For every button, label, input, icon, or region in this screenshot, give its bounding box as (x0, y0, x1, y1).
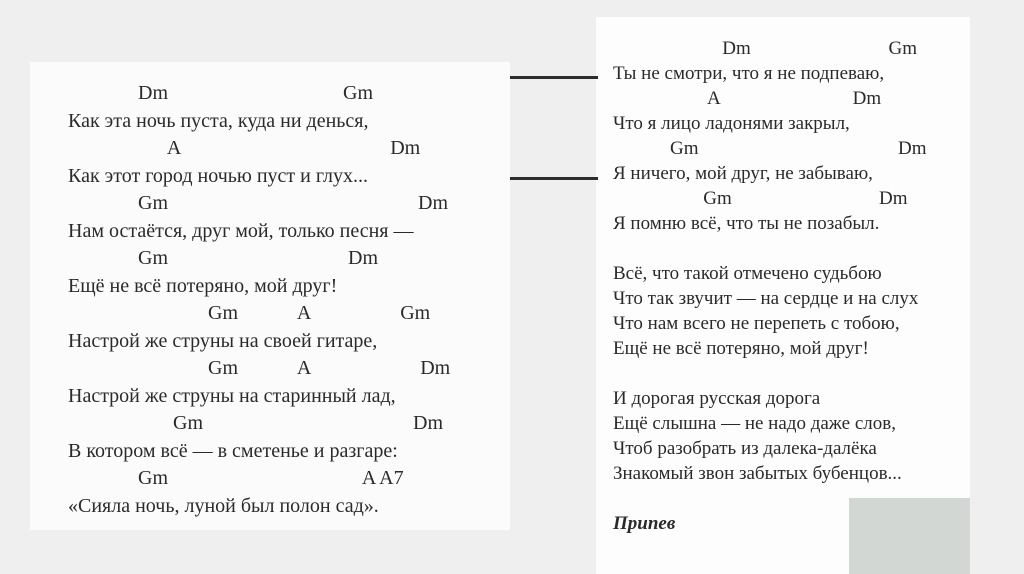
gray-placeholder-box (849, 498, 970, 574)
right-verse-text (613, 36, 962, 536)
connector-line-bottom (510, 177, 598, 180)
lyric-line: Ещё не всё потеряно, мой друг! (68, 274, 338, 297)
lyric-line: Что нам всего не перепеть с тобою, (613, 313, 900, 334)
chord-line: Gm A Dm (68, 357, 451, 379)
lyric-line: Ты не смотри, что я не подпеваю, (613, 63, 885, 84)
lyric-line: Настрой же струны на старинный лад, (68, 384, 396, 407)
lyric-line: Я ничего, мой друг, не забываю, (613, 163, 873, 184)
lyric-line: Чтоб разобрать из далека-далёка (613, 438, 877, 459)
lyric-line: Всё, что такой отмечено судьбою (613, 263, 882, 284)
chord-line: A Dm (613, 88, 882, 109)
blank-line (613, 361, 962, 386)
lyric-line: Знакомый звон забытых бубенцов... (613, 463, 902, 484)
chord-line: Gm Dm (68, 192, 448, 214)
chord-line: Dm Gm (613, 38, 917, 59)
lyric-line: Что я лицо ладонями закрыл, (613, 113, 850, 134)
chord-line: Gm A Gm (68, 302, 431, 324)
verse-panel-right (596, 17, 970, 574)
chorus-heading: Припев (613, 513, 676, 534)
lyric-line: Ещё не всё потеряно, мой друг! (613, 338, 869, 359)
lyric-line: Что так звучит — на сердце и на слух (613, 288, 919, 309)
verse-panel-left (30, 62, 510, 530)
blank-line (613, 236, 962, 261)
lyric-line: «Сияла ночь, луной был полон сад». (68, 494, 379, 517)
lyric-line: Настрой же струны на своей гитаре, (68, 329, 378, 352)
chord-line: Gm Dm (613, 138, 927, 159)
lyric-line: И дорогая русская дорога (613, 388, 821, 409)
chord-line: Gm Dm (68, 412, 443, 434)
lyric-line: Я помню всё, что ты не позабыл. (613, 213, 880, 234)
lyric-line: Нам остаётся, друг мой, только песня — (68, 219, 414, 242)
left-verse-text (68, 80, 500, 520)
lyric-line: Как этот город ночью пуст и глух... (68, 164, 369, 187)
chord-line: Gm A A7 (68, 467, 404, 489)
lyric-line: В котором всё — в сметенье и разгаре: (68, 439, 398, 462)
chord-line: Gm Dm (68, 247, 378, 269)
lyric-line: Как эта ночь пуста, куда ни денься, (68, 109, 369, 132)
chord-line: Gm Dm (613, 188, 908, 209)
connector-line-top (510, 76, 598, 79)
chord-line: A Dm (68, 137, 421, 159)
lyric-line: Ещё слышна — не надо даже слов, (613, 413, 896, 434)
chord-line: Dm Gm (68, 82, 373, 104)
